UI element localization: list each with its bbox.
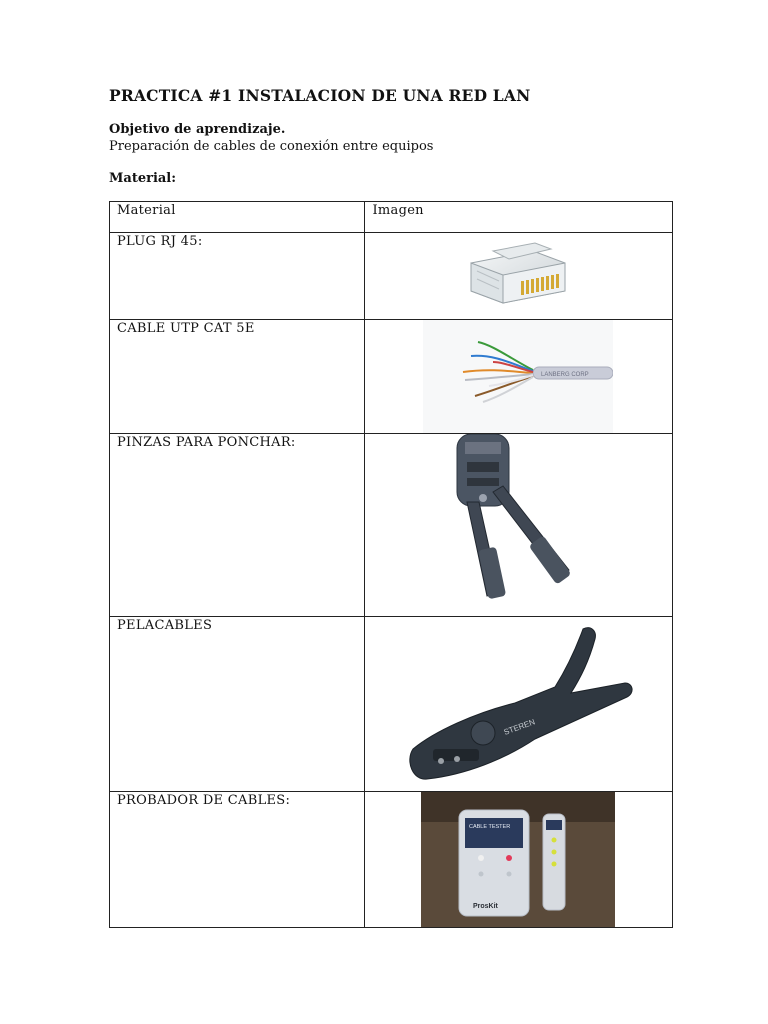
table-row bbox=[110, 320, 673, 434]
image-cell bbox=[365, 320, 673, 434]
table-row bbox=[110, 792, 673, 928]
objective-text: Preparación de cables de conexión entre equipos bbox=[109, 139, 434, 154]
image-cell bbox=[365, 792, 673, 928]
material-cell: PLUG RJ 45: bbox=[110, 233, 365, 320]
document-title: PRACTICA #1 INSTALACION DE UNA RED LAN bbox=[109, 86, 531, 105]
material-heading: Material: bbox=[109, 171, 177, 186]
stripper-brand: STEREN bbox=[503, 717, 537, 737]
image-cell bbox=[365, 617, 673, 792]
objective-heading: Objetivo de aprendizaje. bbox=[109, 122, 286, 137]
materials-table bbox=[109, 201, 673, 928]
header-cell-material: Material bbox=[110, 202, 365, 233]
tester-brand: ProsKit bbox=[473, 903, 499, 910]
image-cell bbox=[365, 233, 673, 320]
material-cell: PROBADOR DE CABLES: bbox=[110, 792, 365, 928]
table-row bbox=[110, 617, 673, 792]
utp-cable-photo bbox=[423, 320, 613, 434]
header-cell-image: Imagen bbox=[365, 202, 673, 233]
cable-tester-photo bbox=[421, 792, 615, 928]
crimping-tool-photo bbox=[437, 434, 577, 605]
rj45-plug-photo bbox=[463, 241, 573, 307]
table-row bbox=[110, 434, 673, 617]
image-cell bbox=[365, 434, 673, 617]
cable-jacket-print: LANBERG CORP bbox=[541, 372, 590, 378]
table-row bbox=[110, 233, 673, 320]
material-cell: PINZAS PARA PONCHAR: bbox=[110, 434, 365, 617]
material-cell: PELACABLES bbox=[110, 617, 365, 792]
material-cell: CABLE UTP CAT 5E bbox=[110, 320, 365, 434]
cable-stripper-photo bbox=[405, 621, 635, 789]
tester-label: CABLE TESTER bbox=[469, 824, 511, 830]
table-header-row bbox=[110, 202, 673, 233]
